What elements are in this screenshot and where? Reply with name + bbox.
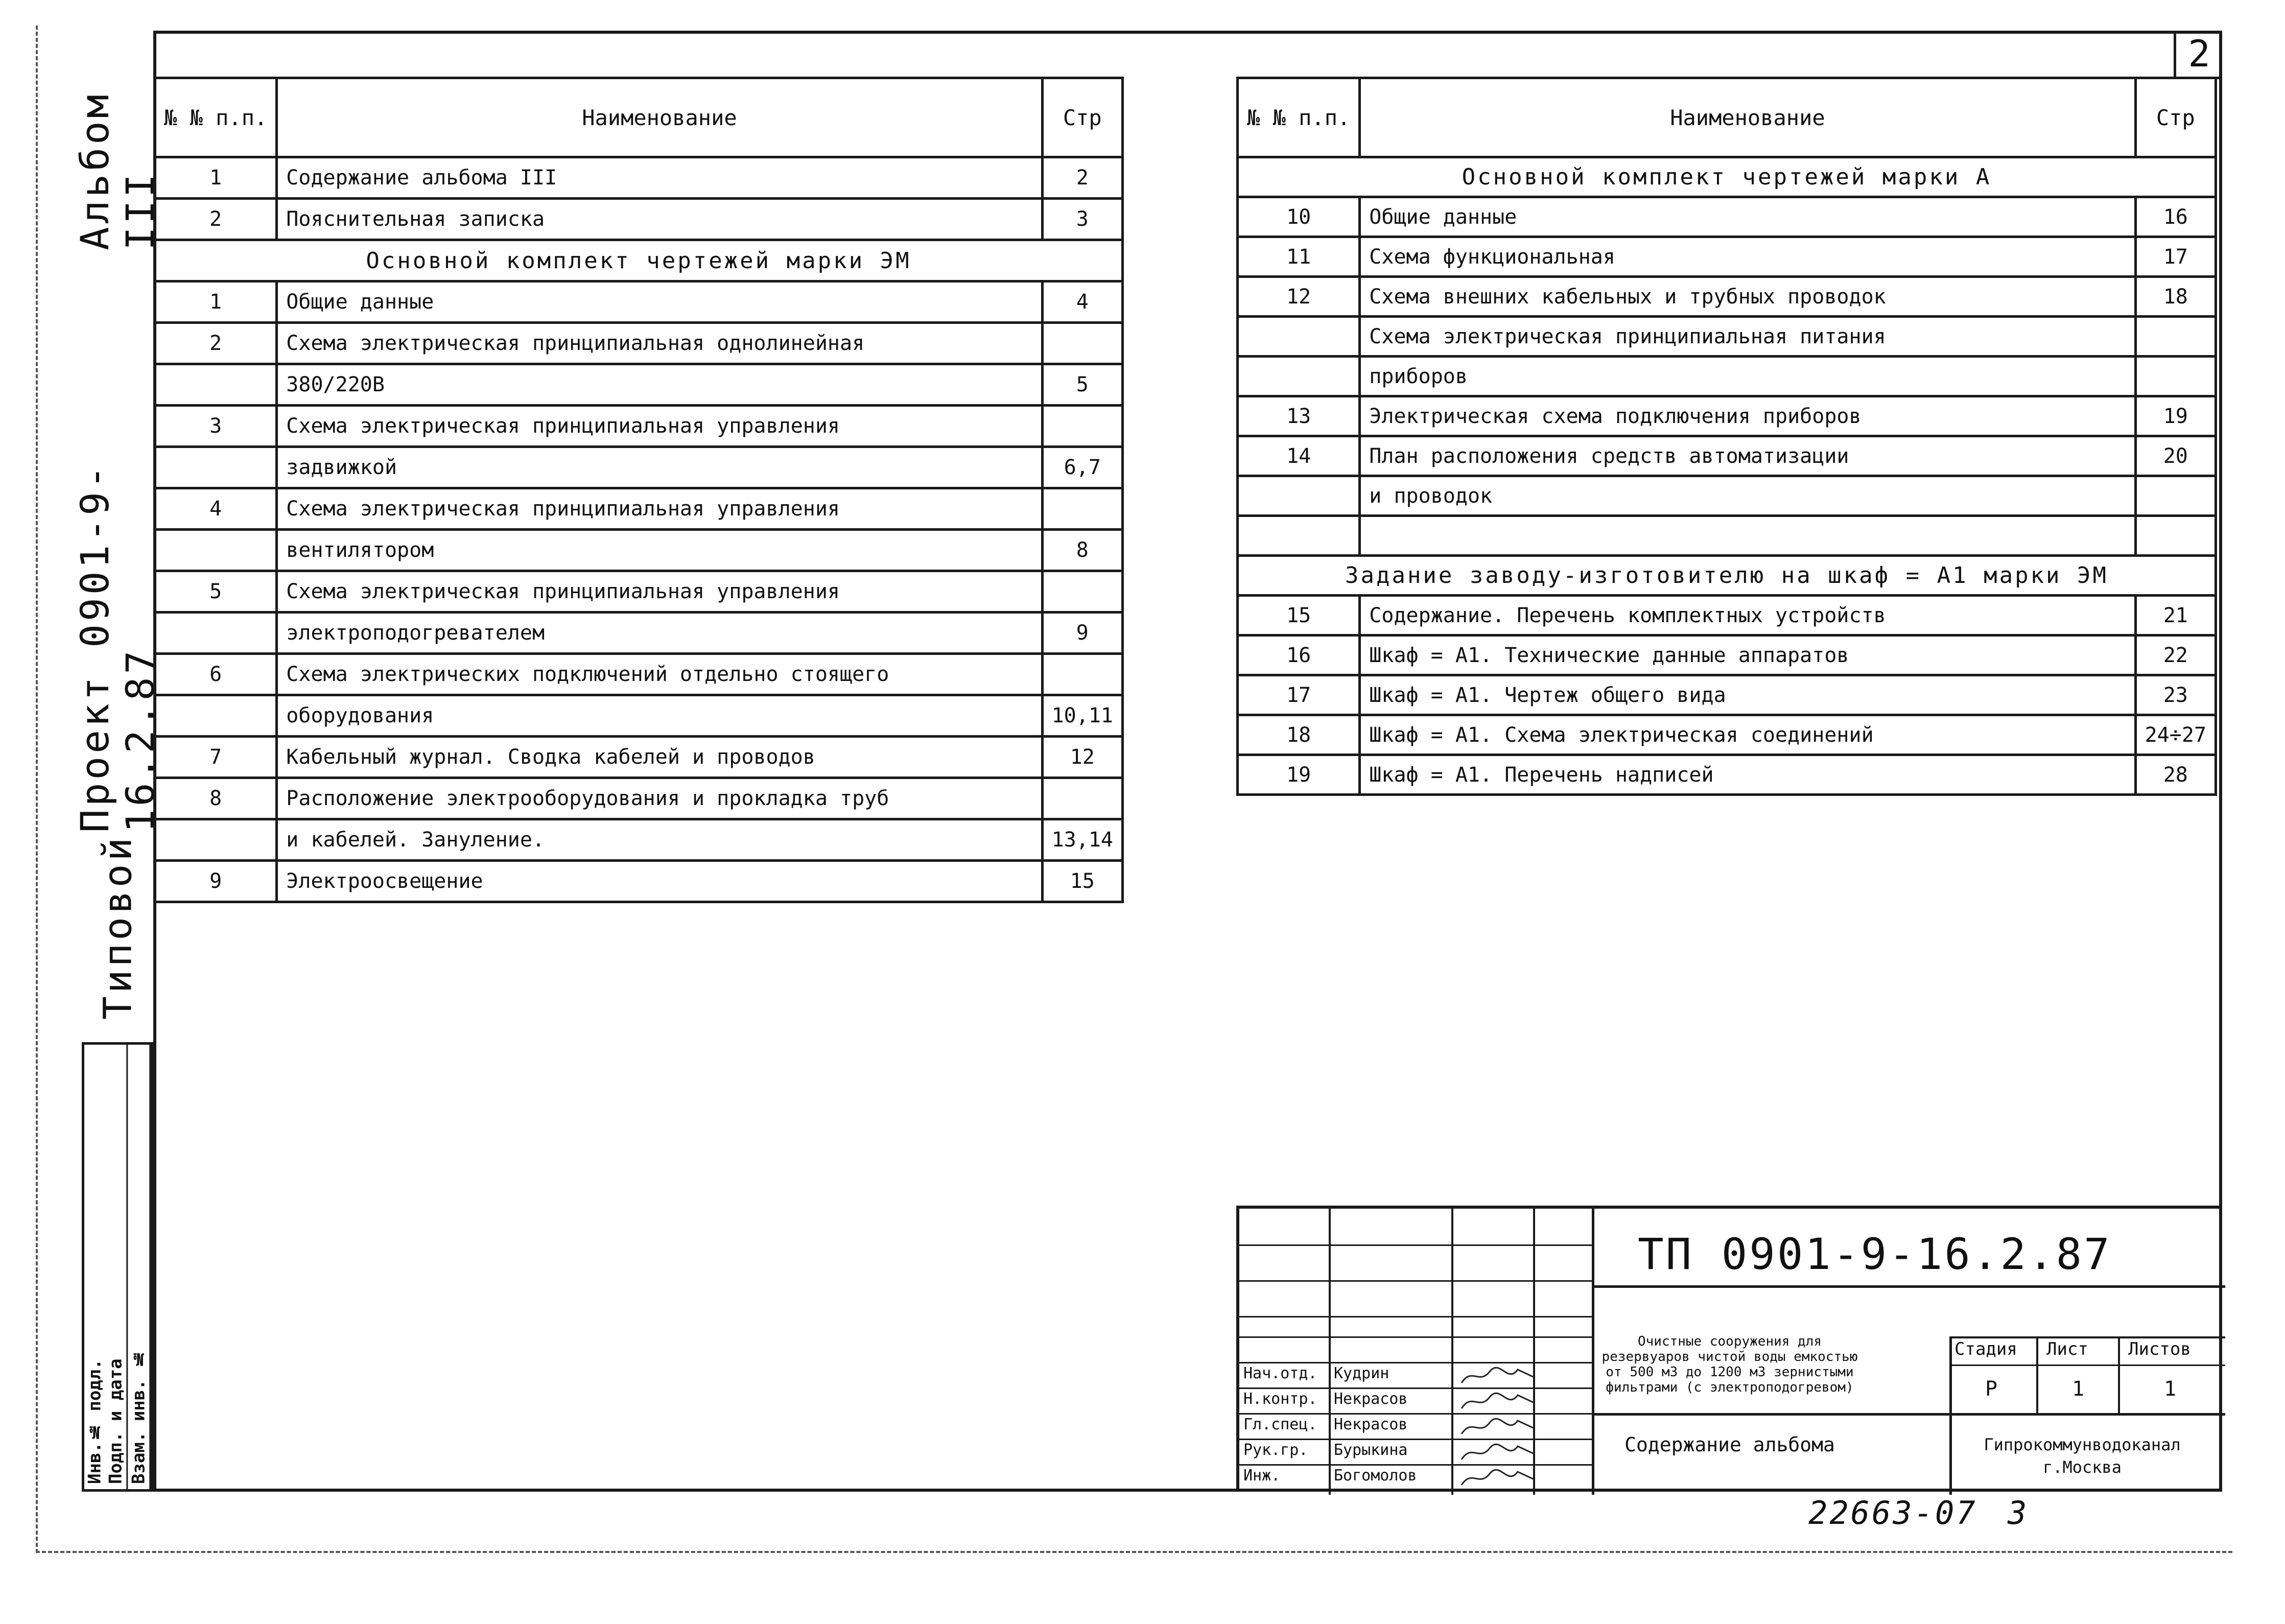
- row-name: План расположения средств автоматизации: [1360, 436, 2135, 476]
- header-page: Стр: [1042, 78, 1122, 157]
- table-row: [1238, 237, 2216, 277]
- row-name: электроподогревателем: [277, 613, 1042, 654]
- table-row: [155, 571, 1123, 613]
- row-name: Схема электрических подключений отдельно стоящего: [277, 654, 1042, 695]
- row-number: [1238, 476, 1360, 516]
- row-name: и кабелей. Зануление.: [277, 819, 1042, 861]
- document-designation: ТП 0901-9-16.2.87: [1638, 1229, 2112, 1279]
- table-row: [155, 406, 1123, 447]
- row-page: 24÷27: [2135, 715, 2216, 755]
- table-row: [155, 861, 1123, 902]
- table-row: [155, 488, 1123, 530]
- row-page: [1042, 654, 1122, 695]
- tb-line: [1239, 1336, 1592, 1338]
- row-number: [1238, 357, 1360, 396]
- row-number: 9: [155, 861, 277, 902]
- row-number: 6: [155, 654, 277, 695]
- signature-role: Инж.: [1243, 1467, 1281, 1485]
- row-name: Шкаф = А1. Технические данные аппаратов: [1360, 636, 2135, 675]
- row-number: [1238, 317, 1360, 357]
- header-page: Стр: [2135, 78, 2216, 157]
- row-number: [155, 695, 277, 737]
- table-row: [1238, 636, 2216, 675]
- table-row: [1238, 436, 2216, 476]
- table-row: [1238, 197, 2216, 237]
- row-name: вентилятором: [277, 530, 1042, 571]
- row-page: 28: [2135, 755, 2216, 795]
- table-row: [1238, 715, 2216, 755]
- signature-role: Нач.отд.: [1243, 1364, 1317, 1382]
- archive-sheet: 3: [2008, 1494, 2027, 1532]
- row-page: 15: [1042, 861, 1122, 902]
- side-title-strip: [72, 66, 163, 1020]
- signature-row: [1239, 1467, 1592, 1491]
- section-row: [155, 240, 1123, 281]
- signature-row: [1239, 1390, 1592, 1415]
- row-number: [155, 613, 277, 654]
- header-name: Наименование: [277, 78, 1042, 157]
- sheets-header: Листов: [2128, 1339, 2191, 1359]
- row-name: 380/220В: [277, 364, 1042, 406]
- table-row: [155, 447, 1123, 488]
- row-number: 17: [1238, 675, 1360, 715]
- row-number: 18: [1238, 715, 1360, 755]
- row-page: [2135, 476, 2216, 516]
- table-row: [155, 613, 1123, 654]
- table-row: [1238, 516, 2216, 556]
- sheets-value: 1: [2164, 1377, 2177, 1401]
- row-name: Схема электрическая принципиальная управления: [277, 571, 1042, 613]
- handwritten-signature: [1459, 1441, 1536, 1464]
- table-row: [1238, 317, 2216, 357]
- stamp-cell-replace: Взам. инв. №: [128, 1045, 151, 1489]
- tb-line: [1592, 1285, 2225, 1288]
- row-name: и проводок: [1360, 476, 2135, 516]
- signature-name: Кудрин: [1334, 1364, 1389, 1382]
- handwritten-signature: [1459, 1416, 1536, 1438]
- table-row: [155, 695, 1123, 737]
- row-page: 23: [2135, 675, 2216, 715]
- signature-role: Гл.спец.: [1243, 1416, 1317, 1433]
- sheet-value: 1: [2072, 1377, 2085, 1401]
- table-body: [1238, 157, 2216, 795]
- row-page: 6,7: [1042, 447, 1122, 488]
- header-name: Наименование: [1360, 78, 2135, 157]
- tb-line: [1239, 1244, 1592, 1246]
- row-number: 2: [155, 323, 277, 364]
- row-number: 12: [1238, 277, 1360, 317]
- section-row: [1238, 556, 2216, 596]
- tb-line: [2118, 1336, 2120, 1413]
- row-page: 12: [1042, 737, 1122, 778]
- row-page: [1042, 571, 1122, 613]
- row-number: 1: [155, 157, 277, 199]
- table-row: [155, 199, 1123, 240]
- signature-name: Некрасов: [1334, 1390, 1408, 1408]
- stage-header: Стадия: [1954, 1339, 2017, 1359]
- stamp-cell-inv: Инв.№ подл.: [84, 1359, 105, 1484]
- header-num: № № п.п.: [1238, 78, 1360, 157]
- signature-name: Богомолов: [1334, 1467, 1417, 1485]
- row-page: [1042, 323, 1122, 364]
- sheet-title: Содержание альбома: [1624, 1433, 1835, 1456]
- row-name: Электроосвещение: [277, 861, 1042, 902]
- row-number: [155, 819, 277, 861]
- row-number: 16: [1238, 636, 1360, 675]
- tb-line: [1239, 1316, 1592, 1317]
- row-name: Расположение электрооборудования и прокладка труб: [277, 778, 1042, 819]
- table-row: [1238, 277, 2216, 317]
- contents-table-left: [153, 77, 1124, 903]
- table-row: [155, 819, 1123, 861]
- tb-line: [1949, 1336, 2225, 1338]
- row-name: Шкаф = А1. Чертеж общего вида: [1360, 675, 2135, 715]
- row-number: [155, 530, 277, 571]
- row-name: Кабельный журнал. Сводка кабелей и проводов: [277, 737, 1042, 778]
- row-page: 20: [2135, 436, 2216, 476]
- tb-line: [1949, 1364, 2225, 1366]
- row-name: [1360, 516, 2135, 556]
- row-page: 4: [1042, 281, 1122, 323]
- signature-row: [1239, 1364, 1592, 1389]
- row-page: [2135, 357, 2216, 396]
- row-page: 19: [2135, 396, 2216, 436]
- row-page: 10,11: [1042, 695, 1122, 737]
- table-row: [155, 364, 1123, 406]
- row-number: 8: [155, 778, 277, 819]
- section-row: [1238, 157, 2216, 197]
- table-row: [155, 281, 1123, 323]
- table-body: [155, 157, 1123, 902]
- table-header-row: [1238, 78, 2216, 157]
- tb-line: [1592, 1209, 1594, 1495]
- row-number: 13: [1238, 396, 1360, 436]
- row-page: 21: [2135, 596, 2216, 636]
- table-row: [155, 654, 1123, 695]
- row-name: Схема электрическая принципиальная управления: [277, 406, 1042, 447]
- row-page: [1042, 406, 1122, 447]
- tb-line: [2036, 1336, 2038, 1413]
- row-name: Пояснительная записка: [277, 199, 1042, 240]
- row-number: 5: [155, 571, 277, 613]
- row-name: Схема функциональная: [1360, 237, 2135, 277]
- row-name: Схема электрическая принципиальная однолинейная: [277, 323, 1042, 364]
- row-number: [155, 447, 277, 488]
- row-name: Электрическая схема подключения приборов: [1360, 396, 2135, 436]
- row-number: 7: [155, 737, 277, 778]
- signature-role: Рук.гр.: [1243, 1441, 1308, 1459]
- section-title: Задание заводу-изготовителю на шкаф = А1 марки ЭМ: [1238, 556, 2216, 596]
- header-num: № № п.п.: [155, 78, 277, 157]
- row-page: 18: [2135, 277, 2216, 317]
- row-number: 19: [1238, 755, 1360, 795]
- row-page: 22: [2135, 636, 2216, 675]
- row-name: Схема внешних кабельных и трубных проводок: [1360, 277, 2135, 317]
- row-name: Шкаф = А1. Перечень надписей: [1360, 755, 2135, 795]
- signature-role: Н.контр.: [1243, 1390, 1317, 1408]
- row-page: 8: [1042, 530, 1122, 571]
- row-page: [2135, 317, 2216, 357]
- tb-line: [1239, 1280, 1592, 1282]
- table-row: [1238, 596, 2216, 636]
- project-label: Проект 0901-9-16.2.87: [72, 462, 163, 833]
- table-row: [1238, 675, 2216, 715]
- tb-line: [1239, 1362, 1592, 1363]
- row-page: [1042, 778, 1122, 819]
- table-row: [155, 530, 1123, 571]
- row-page: 2: [1042, 157, 1122, 199]
- row-name: приборов: [1360, 357, 2135, 396]
- row-number: 2: [155, 199, 277, 240]
- row-name: Содержание альбома III: [277, 157, 1042, 199]
- stage-value: Р: [1985, 1377, 1998, 1401]
- project-description: Очистные сооружения для резервуаров чистой воды емкостью от 500 м3 до 1200 м3 зернистыми фильтрами (с электроподогревом): [1601, 1334, 1858, 1395]
- table-row: [155, 157, 1123, 199]
- table-row: [1238, 396, 2216, 436]
- handwritten-signature: [1459, 1390, 1536, 1413]
- tb-line: [1592, 1413, 2225, 1416]
- row-number: [155, 364, 277, 406]
- row-name: Общие данные: [277, 281, 1042, 323]
- row-page: 16: [2135, 197, 2216, 237]
- signature-row: [1239, 1441, 1592, 1466]
- row-page: [1042, 488, 1122, 530]
- signature-row: [1239, 1416, 1592, 1440]
- row-number: [1238, 516, 1360, 556]
- table-row: [155, 778, 1123, 819]
- sheet-number: 2: [2174, 31, 2222, 79]
- row-name: Содержание. Перечень комплектных устройств: [1360, 596, 2135, 636]
- row-page: 13,14: [1042, 819, 1122, 861]
- stamp-cell-sign: Подп. и дата: [105, 1045, 128, 1489]
- row-name: Общие данные: [1360, 197, 2135, 237]
- album-label: Альбом III: [72, 91, 163, 250]
- row-page: 3: [1042, 199, 1122, 240]
- signature-name: Бурыкина: [1334, 1441, 1408, 1459]
- section-title: Основной комплект чертежей марки А: [1238, 157, 2216, 197]
- table-row: [1238, 357, 2216, 396]
- typical-label: Типовой: [95, 834, 140, 1020]
- archive-number: 22663-07: [1808, 1494, 1977, 1532]
- handwritten-signature: [1459, 1467, 1536, 1489]
- table-row: [155, 323, 1123, 364]
- row-number: 4: [155, 488, 277, 530]
- row-number: 11: [1238, 237, 1360, 277]
- row-page: [2135, 516, 2216, 556]
- row-page: 5: [1042, 364, 1122, 406]
- handwritten-signature: [1459, 1364, 1536, 1387]
- section-title: Основной комплект чертежей марки ЭМ: [155, 240, 1123, 281]
- row-name: задвижкой: [277, 447, 1042, 488]
- row-number: 15: [1238, 596, 1360, 636]
- organization: Гипрокоммунводоканал г.Москва: [1984, 1435, 2181, 1477]
- row-name: Схема электрическая принципиальная питания: [1360, 317, 2135, 357]
- row-number: 3: [155, 406, 277, 447]
- sheet-header: Лист: [2046, 1339, 2088, 1359]
- row-page: 9: [1042, 613, 1122, 654]
- row-name: Схема электрическая принципиальная управления: [277, 488, 1042, 530]
- side-approval-stamp: [82, 1042, 153, 1492]
- signature-name: Некрасов: [1334, 1416, 1408, 1433]
- table-row: [155, 737, 1123, 778]
- contents-table-right: [1236, 77, 2217, 796]
- table-row: [1238, 476, 2216, 516]
- table-row: [1238, 755, 2216, 795]
- row-page: 17: [2135, 237, 2216, 277]
- row-number: 14: [1238, 436, 1360, 476]
- row-name: Шкаф = А1. Схема электрическая соединений: [1360, 715, 2135, 755]
- row-number: 1: [155, 281, 277, 323]
- table-header-row: [155, 78, 1123, 157]
- row-number: 10: [1238, 197, 1360, 237]
- row-name: оборудования: [277, 695, 1042, 737]
- title-block: [1236, 1206, 2222, 1492]
